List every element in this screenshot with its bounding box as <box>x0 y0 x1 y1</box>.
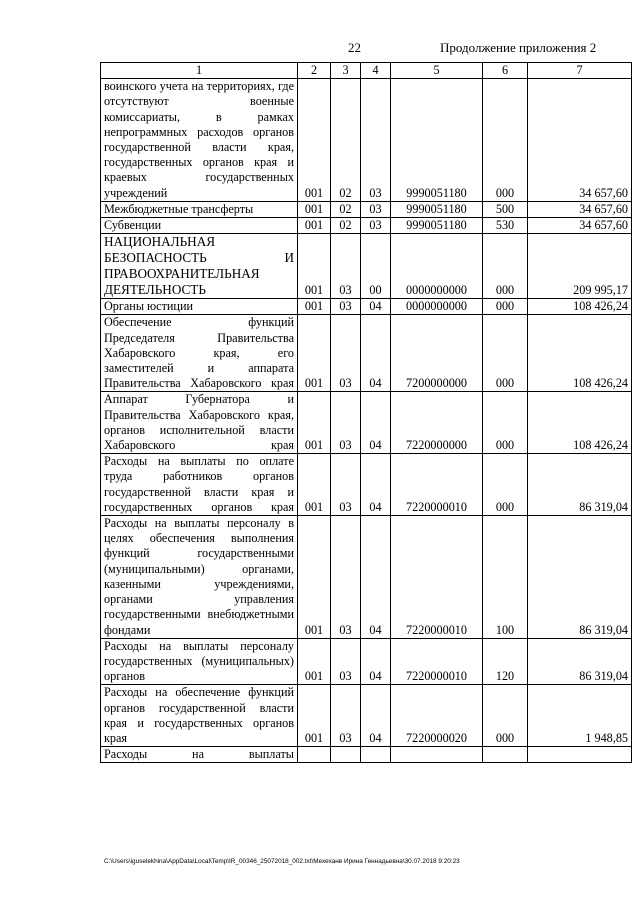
section-code: 03 <box>331 315 361 392</box>
admin-code: 001 <box>298 454 331 516</box>
section-code: 03 <box>331 685 361 747</box>
section-code <box>331 747 361 763</box>
section-code: 03 <box>331 299 361 315</box>
table-row <box>101 315 632 392</box>
amount: 34 657,60 <box>528 218 632 234</box>
expense-name: Расходы на обеспечение функций органов государственной власти края и государственных органов края <box>101 685 298 747</box>
amount: 86 319,04 <box>528 516 632 639</box>
amount: 86 319,04 <box>528 454 632 516</box>
expense-name: Субвенции <box>101 218 298 234</box>
subsection-code <box>361 747 391 763</box>
column-header: 2 <box>298 63 331 79</box>
column-header: 1 <box>101 63 298 79</box>
expense-name: Расходы на выплаты персоналу в целях обеспечения выполнения функций государственными (муниципальными) органами, казенными учреждениями, органами управления государственными внебюджетными фондами <box>101 516 298 639</box>
table-row <box>101 234 632 299</box>
expense-name: Расходы на выплаты <box>101 747 298 763</box>
target-article-code: 9990051180 <box>391 79 483 202</box>
admin-code: 001 <box>298 79 331 202</box>
section-code: 02 <box>331 201 361 217</box>
subsection-code: 04 <box>361 454 391 516</box>
section-code: 03 <box>331 638 361 685</box>
section-code: 03 <box>331 234 361 299</box>
column-header: 6 <box>483 63 528 79</box>
admin-code: 001 <box>298 638 331 685</box>
expense-name: Обеспечение функций Председателя Правительства Хабаровского края, его заместителей и аппарата Правительства Хабаровского края <box>101 315 298 392</box>
column-number-row <box>101 63 632 79</box>
table-row <box>101 747 632 763</box>
continuation-note: Продолжение приложения 2 <box>440 40 597 55</box>
expense-type-code: 000 <box>483 315 528 392</box>
admin-code: 001 <box>298 685 331 747</box>
subsection-code: 04 <box>361 299 391 315</box>
admin-code: 001 <box>298 315 331 392</box>
target-article-code: 7220000010 <box>391 454 483 516</box>
target-article-code: 0000000000 <box>391 234 483 299</box>
admin-code: 001 <box>298 392 331 454</box>
expense-name: Органы юстиции <box>101 299 298 315</box>
expense-type-code: 100 <box>483 516 528 639</box>
expense-name: Расходы на выплаты по оплате труда работников органов государственной власти края и государственных органов края <box>101 454 298 516</box>
expense-name: Аппарат Губернатора и Правительства Хабаровского края, органов исполнительной власти Хабаровского края <box>101 392 298 454</box>
target-article-code: 0000000000 <box>391 299 483 315</box>
expense-name: воинского учета на территориях, где отсутствуют военные комиссариаты, в рамках непрограммных расходов органов государственной власти края, государственных органов края и краевых государственных учреждений <box>101 79 298 202</box>
amount: 34 657,60 <box>528 201 632 217</box>
table-row <box>101 79 632 202</box>
table-row <box>101 516 632 639</box>
column-header: 4 <box>361 63 391 79</box>
file-path-footer: C:\Users\iguselekhina\AppData\Local\Temp\IR_00346_25072018_002.txt\Мехеханв Ирина Геннадьевна\30.07.2018 9:20:23 <box>104 858 460 865</box>
table-row <box>101 454 632 516</box>
amount <box>528 747 632 763</box>
amount: 108 426,24 <box>528 315 632 392</box>
expense-type-code: 500 <box>483 201 528 217</box>
amount: 34 657,60 <box>528 79 632 202</box>
subsection-code: 00 <box>361 234 391 299</box>
subsection-code: 04 <box>361 516 391 639</box>
subsection-code: 04 <box>361 638 391 685</box>
admin-code: 001 <box>298 218 331 234</box>
amount: 209 995,17 <box>528 234 632 299</box>
section-code: 03 <box>331 516 361 639</box>
amount: 1 948,85 <box>528 685 632 747</box>
target-article-code: 7200000000 <box>391 315 483 392</box>
expense-type-code: 000 <box>483 454 528 516</box>
target-article-code: 7220000010 <box>391 516 483 639</box>
amount: 108 426,24 <box>528 299 632 315</box>
target-article-code: 7220000010 <box>391 638 483 685</box>
expense-name: Межбюджетные трансферты <box>101 201 298 217</box>
expense-type-code <box>483 747 528 763</box>
target-article-code: 7220000020 <box>391 685 483 747</box>
column-header: 3 <box>331 63 361 79</box>
subsection-code: 03 <box>361 79 391 202</box>
table-row <box>101 392 632 454</box>
admin-code: 001 <box>298 234 331 299</box>
admin-code: 001 <box>298 516 331 639</box>
target-article-code: 9990051180 <box>391 201 483 217</box>
table-row <box>101 201 632 217</box>
expense-type-code: 000 <box>483 79 528 202</box>
expense-type-code: 530 <box>483 218 528 234</box>
expense-name: Расходы на выплаты персоналу государственных (муниципальных) органов <box>101 638 298 685</box>
subsection-code: 03 <box>361 218 391 234</box>
page-number: 22 <box>348 40 361 55</box>
column-header: 5 <box>391 63 483 79</box>
amount: 108 426,24 <box>528 392 632 454</box>
expense-type-code: 000 <box>483 299 528 315</box>
target-article-code: 7220000000 <box>391 392 483 454</box>
admin-code <box>298 747 331 763</box>
section-code: 02 <box>331 79 361 202</box>
subsection-code: 04 <box>361 685 391 747</box>
table-row <box>101 218 632 234</box>
expense-type-code: 120 <box>483 638 528 685</box>
target-article-code: 9990051180 <box>391 218 483 234</box>
admin-code: 001 <box>298 201 331 217</box>
section-code: 03 <box>331 392 361 454</box>
subsection-code: 04 <box>361 392 391 454</box>
section-code: 02 <box>331 218 361 234</box>
table-row <box>101 299 632 315</box>
expense-type-code: 000 <box>483 392 528 454</box>
expense-type-code: 000 <box>483 685 528 747</box>
column-header: 7 <box>528 63 632 79</box>
budget-table <box>100 62 632 763</box>
table-row <box>101 638 632 685</box>
amount: 86 319,04 <box>528 638 632 685</box>
subsection-code: 03 <box>361 201 391 217</box>
admin-code: 001 <box>298 299 331 315</box>
table-row <box>101 685 632 747</box>
section-code: 03 <box>331 454 361 516</box>
expense-type-code: 000 <box>483 234 528 299</box>
expense-name: НАЦИОНАЛЬНАЯ БЕЗОПАСНОСТЬ И ПРАВООХРАНИТЕЛЬНАЯ ДЕЯТЕЛЬНОСТЬ <box>101 234 298 299</box>
subsection-code: 04 <box>361 315 391 392</box>
target-article-code <box>391 747 483 763</box>
